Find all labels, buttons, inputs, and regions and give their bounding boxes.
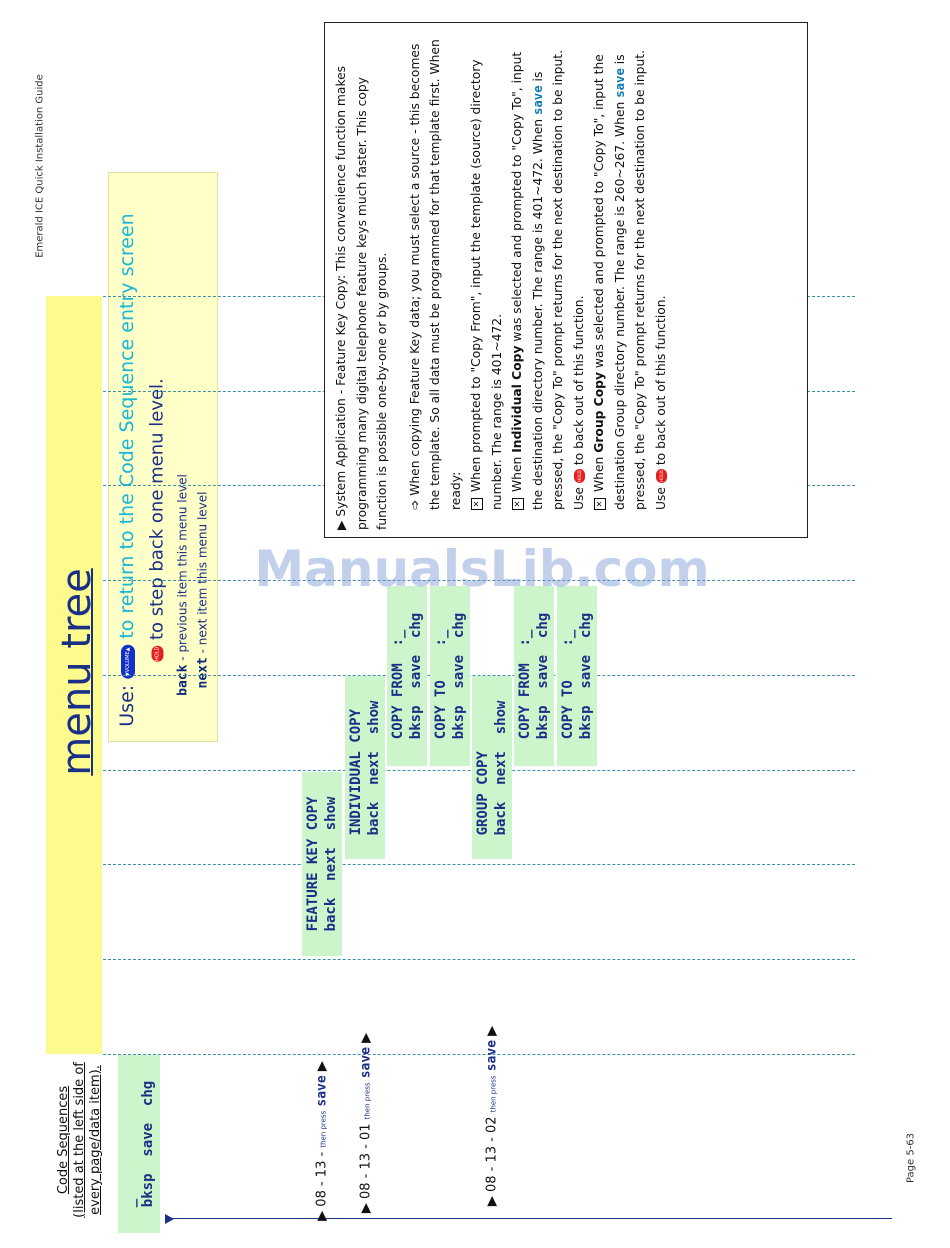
volume-button-icon: ▼VOLUME▲ — [121, 645, 135, 679]
back-desc: - previous item this menu level — [175, 474, 190, 661]
baseline — [168, 1218, 892, 1219]
info-bullet-individual-copy: ✕When Individual Copy was selected and prompted to "Copy To", input the destination directory number. The range is 401~472. When save is pressed, the "Copy To" prompt returns for the next destination to be input. Use HOLD to back out of this function. — [510, 50, 586, 510]
step-back-text: to step back one menu level. — [146, 378, 168, 641]
next-desc: - next item this menu level — [195, 491, 210, 654]
sequence-08-13-01: ▶ 08 - 13 - 01 then press save ▶ — [358, 1032, 374, 1214]
checkbox-icon: ✕ — [594, 498, 606, 510]
guide-title: Emerald ICE Quick Installation Guide — [34, 74, 46, 258]
hold-button-icon: HOLD — [656, 469, 667, 483]
back-key: back — [175, 664, 191, 696]
entry-lcd-text: _ bksp save chg — [122, 1080, 156, 1208]
watermark: ManualsLib.com — [254, 540, 710, 598]
use-line-return — [116, 213, 138, 726]
info-bullet-copy-from: ✕When prompted to "Copy From", input the template (source) directory number. The range is 401~472. — [469, 59, 504, 510]
lcd-feature-key-copy-text: FEATURE KEY COPY back next show — [305, 796, 339, 932]
info-box — [324, 22, 808, 538]
lcd-copy-to-2-text: COPY TO :_ bksp save chg — [560, 612, 594, 740]
page-number: Page 5-63 — [905, 1132, 917, 1184]
level-guide — [103, 864, 855, 865]
sequence-08-13: ▶ 08 - 13 - then press save ▶ — [314, 1061, 330, 1221]
use-line-prev — [176, 474, 191, 696]
hold-button-icon: HOLD — [152, 646, 164, 662]
code-sequences-caption: Code Sequences (listed at the left side of every page/data item). — [56, 1062, 103, 1218]
sequence-08-13-02: ▶ 08 - 13 - 02 then press save ▶ — [484, 1025, 500, 1207]
lcd-copy-from-2-text: COPY FROM :_ bksp save chg — [517, 612, 551, 740]
info-template-note: ➩ When copying Feature Key data; you must select a source - this becomes the template. So all data must be programmed for that template first. When ready: — [407, 39, 463, 510]
info-bullet-group-copy: ✕When Group Copy was selected and prompted to "Copy To", input the destination Group directory number. The range is 260~267. When save is pressed, the "Copy To" prompt returns for the next destination to be input. Use HOLD to back out of this function. — [592, 50, 668, 510]
info-content — [331, 30, 801, 530]
next-key: next — [195, 657, 211, 689]
use-label: Use: — [116, 684, 138, 727]
menu-tree-title: menu tree — [54, 568, 100, 776]
checkbox-icon: ✕ — [471, 498, 483, 510]
lcd-individual-copy-text: INDIVIDUAL COPY back next show — [348, 700, 382, 836]
lcd-copy-to-1-text: COPY TO :_ bksp save chg — [433, 612, 467, 740]
checkbox-icon: ✕ — [512, 498, 524, 510]
level-guide — [103, 1054, 855, 1055]
lcd-group-copy-text: GROUP COPY back next show — [475, 700, 509, 836]
use-line-back — [147, 378, 168, 662]
return-text: to return to the Code Sequence entry screen — [116, 213, 138, 639]
level-guide — [103, 959, 855, 960]
hold-button-icon: HOLD — [574, 469, 585, 483]
baseline-arrow-icon — [165, 1214, 174, 1224]
use-line-next — [196, 492, 211, 689]
info-intro: ▶ System Application - Feature Key Copy: This convenience function makes programming many digital telephone feature keys much faster. This copy function is possible one-by-one or by groups. — [334, 65, 389, 530]
lcd-copy-from-1-text: COPY FROM :_ bksp save chg — [390, 612, 424, 740]
